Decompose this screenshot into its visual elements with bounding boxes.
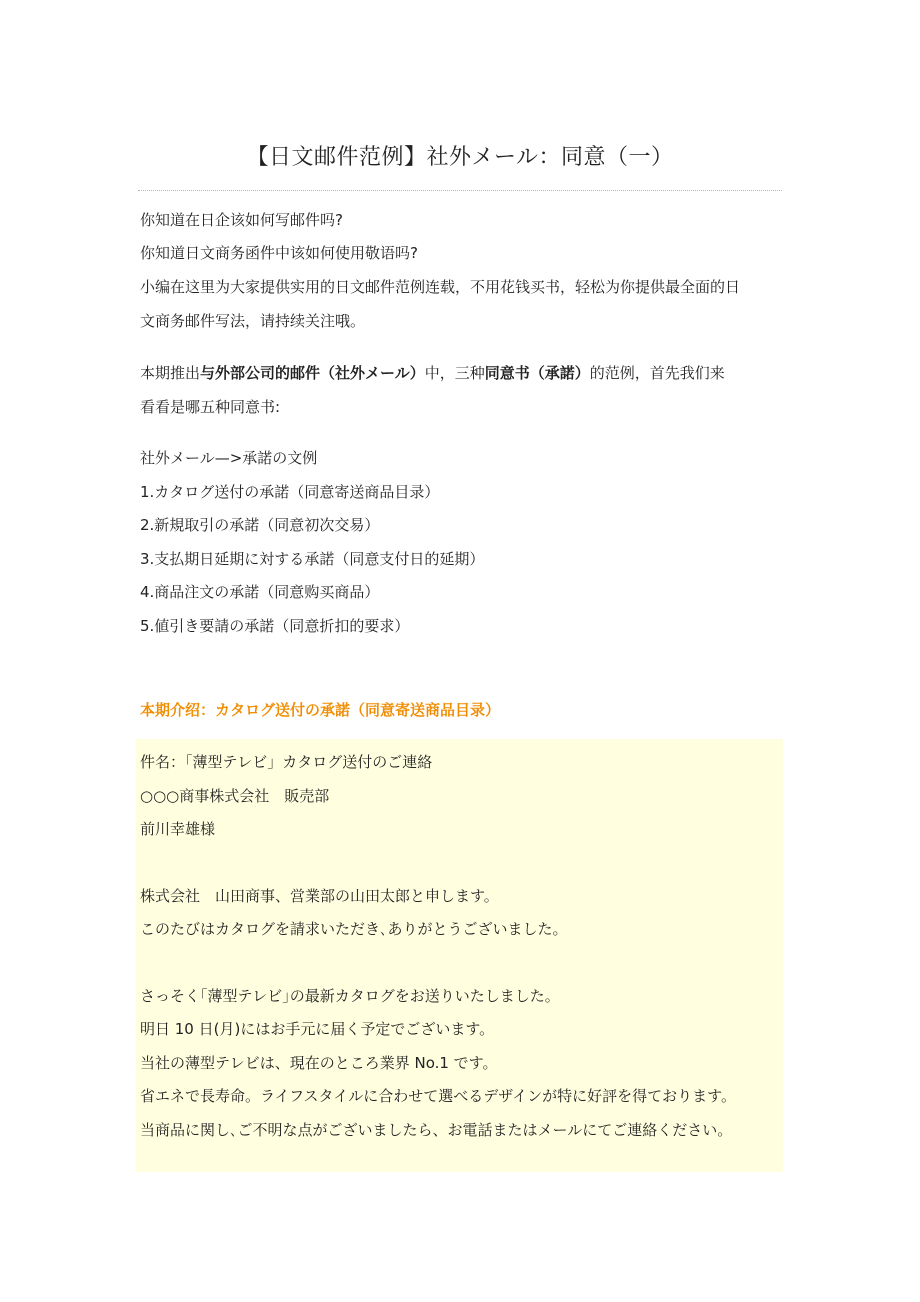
list-item: 1.カタログ送付の承諾（同意寄送商品目录） [140,483,440,501]
summary-bold-a: 与外部公司的邮件（社外メール） [200,364,425,382]
intro-line-4: 文商务邮件写法，请持续关注哦。 [140,312,366,330]
summary-text-c: 中，三种 [424,364,485,382]
summary-text-e: 的范例，首先我们来 [589,364,725,382]
page-title: 【日文邮件范例】社外メール：同意（一） [246,145,674,170]
summary-text-a: 本期推出 [140,364,201,382]
email-greeting-1: 株式会社 山田商事、営業部の山田太郎と申します。 [140,887,499,905]
email-body-1: さっそく｢薄型テレビ｣の最新カタログをお送りいたしました。 [140,987,560,1005]
email-body-2: 明日 10 日(月)にはお手元に届く予定でございます。 [140,1020,495,1038]
summary-line-1 [140,363,725,383]
title-divider [138,190,782,191]
email-greeting-2: このたびはカタログを請求いただき､ありがとうございました。 [140,920,568,938]
email-recipient: 前川幸雄様 [140,820,216,838]
summary-bold-d: 同意书（承諾） [484,364,590,382]
intro-line-3: 小编在这里为大家提供实用的日文邮件范例连载，不用花钱买书，轻松为你提供最全面的日 [140,278,741,296]
email-company: ○○○商事株式会社 販売部 [140,787,330,805]
list-item: 5.値引き要請の承諾（同意折扣的要求） [140,617,410,635]
summary-line-2: 看看是哪五种同意书: [140,398,281,416]
intro-line-2: 你知道日文商务函件中该如何使用敬语吗? [140,244,418,262]
list-item: 3.支払期日延期に対する承諾（同意支付日的延期） [140,550,485,568]
email-body-3: 当社の薄型テレビは、現在のところ業界 No.1 です。 [140,1054,498,1072]
list-heading: 社外メール—>承諾の文例 [140,449,318,467]
list-item: 4.商品注文の承諾（同意购买商品） [140,583,380,601]
section-title: 本期介绍：カタログ送付の承諾（同意寄送商品目录） [140,701,501,719]
email-body-4: 省エネで長寿命。ライフスタイルに合わせて選べるデザインが特に好評を得ております。 [140,1087,736,1105]
list-item: 2.新規取引の承諾（同意初次交易） [140,516,380,534]
email-body-5: 当商品に関し､ご不明な点がございましたら、お電話またはメールにてご連絡ください。 [140,1121,733,1139]
intro-line-1: 你知道在日企该如何写邮件吗? [140,211,343,229]
email-subject: 件名：「薄型テレビ」カタログ送付のご連絡 [140,753,433,771]
